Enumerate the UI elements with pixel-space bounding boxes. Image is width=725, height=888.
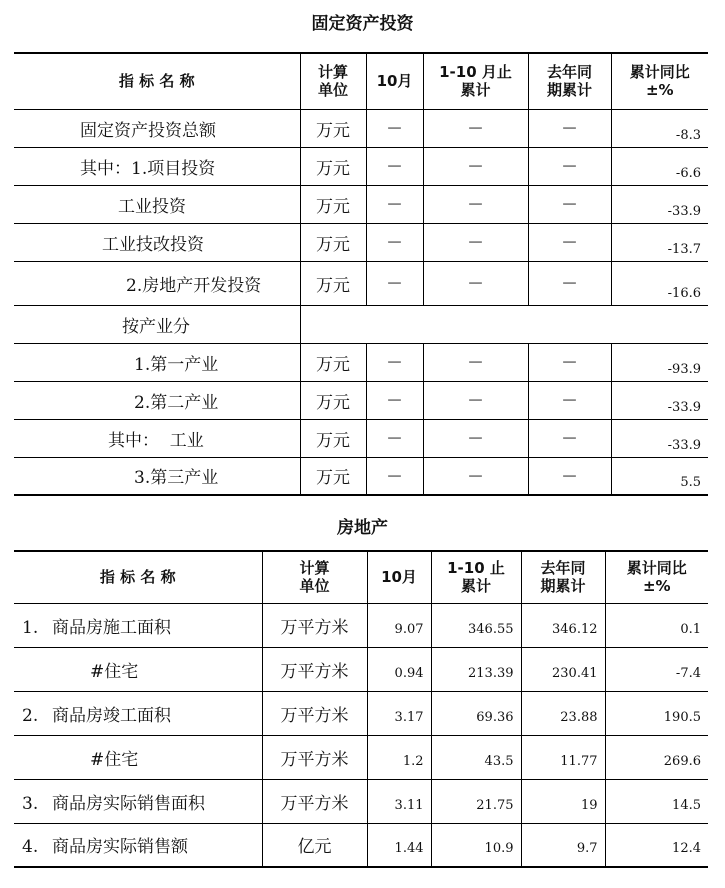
row-month: — — [366, 147, 423, 185]
row-number: 1. — [22, 617, 39, 638]
row-unit: 万平方米 — [262, 603, 367, 647]
row-label: 商品房施工面积 — [52, 617, 171, 638]
row-yoy: -7.4 — [605, 647, 708, 691]
row-last-year: — — [528, 343, 611, 381]
row-last-year: — — [528, 109, 611, 147]
row-unit: 万平方米 — [262, 735, 367, 779]
row-month: — — [366, 261, 423, 305]
row-cumulative: 346.55 — [431, 603, 521, 647]
table-row — [14, 185, 708, 223]
fixed-investment-title: 固定资产投资 — [311, 14, 414, 34]
row-number: 3. — [22, 793, 39, 814]
row-name: 工业投资 — [14, 185, 300, 223]
row-empty-span — [300, 305, 708, 343]
table-row — [14, 381, 708, 419]
row-name — [14, 647, 262, 691]
row-name: 2.第二产业 — [14, 381, 300, 419]
row-month: — — [366, 109, 423, 147]
table-row — [14, 147, 708, 185]
row-unit: 万元 — [300, 419, 366, 457]
row-last-year: 9.7 — [521, 823, 605, 867]
table-row — [14, 305, 708, 343]
table-row — [14, 647, 708, 691]
header-cumulative: 1-10 止 累计 — [431, 551, 521, 603]
row-cumulative: 69.36 — [431, 691, 521, 735]
table-row — [14, 823, 708, 867]
row-last-year: — — [528, 457, 611, 495]
row-label: 商品房实际销售额 — [52, 837, 188, 858]
table-row — [14, 343, 708, 381]
row-cumulative: — — [423, 223, 528, 261]
row-cumulative: — — [423, 457, 528, 495]
header-month: 10月 — [367, 551, 431, 603]
table-header-row — [14, 551, 708, 603]
row-unit: 万元 — [300, 223, 366, 261]
row-cumulative: 213.39 — [431, 647, 521, 691]
row-unit: 万元 — [300, 457, 366, 495]
row-last-year: 346.12 — [521, 603, 605, 647]
table-row — [14, 419, 708, 457]
row-unit: 万元 — [300, 147, 366, 185]
row-label: 商品房实际销售面积 — [52, 793, 205, 814]
row-cumulative: — — [423, 419, 528, 457]
row-yoy: -93.9 — [611, 343, 708, 381]
header-indicator-name: 指 标 名 称 — [14, 551, 262, 603]
row-last-year: 11.77 — [521, 735, 605, 779]
table-row — [14, 779, 708, 823]
row-unit: 万元 — [300, 109, 366, 147]
row-yoy: -13.7 — [611, 223, 708, 261]
row-cumulative: — — [423, 185, 528, 223]
table-header-row — [14, 53, 708, 109]
header-yoy: 累计同比 ±% — [605, 551, 708, 603]
row-name: 其中： 工业 — [14, 419, 300, 457]
real-estate-table — [14, 550, 708, 868]
row-unit: 万元 — [300, 381, 366, 419]
row-name: 2.房地产开发投资 — [14, 261, 300, 305]
row-month: — — [366, 343, 423, 381]
row-month: — — [366, 381, 423, 419]
row-cumulative: — — [423, 381, 528, 419]
row-name: 按产业分 — [14, 305, 300, 343]
row-name — [14, 691, 262, 735]
row-cumulative: — — [423, 109, 528, 147]
row-yoy: 0.1 — [605, 603, 708, 647]
row-month: 3.11 — [367, 779, 431, 823]
row-last-year: — — [528, 381, 611, 419]
row-name — [14, 603, 262, 647]
row-yoy: 14.5 — [605, 779, 708, 823]
row-unit: 亿元 — [262, 823, 367, 867]
row-last-year: — — [528, 419, 611, 457]
row-name: 其中：1.项目投资 — [14, 147, 300, 185]
row-yoy: -6.6 — [611, 147, 708, 185]
row-name: 工业技改投资 — [14, 223, 300, 261]
row-last-year: — — [528, 223, 611, 261]
fixed-investment-table — [14, 52, 708, 496]
header-month: 10月 — [366, 53, 423, 109]
row-cumulative: 10.9 — [431, 823, 521, 867]
row-last-year: 23.88 — [521, 691, 605, 735]
row-month: — — [366, 185, 423, 223]
row-unit: 万平方米 — [262, 779, 367, 823]
table-row — [14, 261, 708, 305]
row-month: — — [366, 223, 423, 261]
row-cumulative: — — [423, 147, 528, 185]
row-name — [14, 823, 262, 867]
header-indicator-name: 指 标 名 称 — [14, 53, 300, 109]
row-cumulative: — — [423, 343, 528, 381]
row-number: 2. — [22, 705, 39, 726]
row-label: #住宅 — [90, 661, 139, 682]
table-row — [14, 223, 708, 261]
header-cumulative: 1-10 月止 累计 — [423, 53, 528, 109]
row-last-year: — — [528, 185, 611, 223]
row-yoy: 12.4 — [605, 823, 708, 867]
row-name — [14, 779, 262, 823]
row-label: #住宅 — [90, 749, 139, 770]
table-row — [14, 603, 708, 647]
row-month: 9.07 — [367, 603, 431, 647]
row-unit: 万平方米 — [262, 647, 367, 691]
header-last-year: 去年同 期累计 — [528, 53, 611, 109]
row-number: 4. — [22, 837, 39, 858]
table-row — [14, 735, 708, 779]
table-row — [14, 691, 708, 735]
row-month: 1.44 — [367, 823, 431, 867]
row-yoy: 190.5 — [605, 691, 708, 735]
header-unit: 计算 单位 — [262, 551, 367, 603]
row-label: 商品房竣工面积 — [52, 705, 171, 726]
row-name: 3.第三产业 — [14, 457, 300, 495]
row-month: 0.94 — [367, 647, 431, 691]
row-last-year: — — [528, 147, 611, 185]
row-unit: 万元 — [300, 343, 366, 381]
row-unit: 万平方米 — [262, 691, 367, 735]
row-yoy: -8.3 — [611, 109, 708, 147]
row-name: 固定资产投资总额 — [14, 109, 300, 147]
header-last-year: 去年同 期累计 — [521, 551, 605, 603]
header-yoy: 累计同比 ±% — [611, 53, 708, 109]
row-month: 3.17 — [367, 691, 431, 735]
row-yoy: 5.5 — [611, 457, 708, 495]
row-month: — — [366, 457, 423, 495]
row-last-year: 19 — [521, 779, 605, 823]
row-unit: 万元 — [300, 185, 366, 223]
row-name — [14, 735, 262, 779]
row-last-year: — — [528, 261, 611, 305]
row-yoy: -33.9 — [611, 381, 708, 419]
row-yoy: 269.6 — [605, 735, 708, 779]
table-row — [14, 109, 708, 147]
row-name: 1.第一产业 — [14, 343, 300, 381]
header-unit: 计算 单位 — [300, 53, 366, 109]
row-yoy: -16.6 — [611, 261, 708, 305]
row-cumulative: 21.75 — [431, 779, 521, 823]
real-estate-title: 房地产 — [337, 518, 388, 538]
row-unit: 万元 — [300, 261, 366, 305]
row-yoy: -33.9 — [611, 419, 708, 457]
row-yoy: -33.9 — [611, 185, 708, 223]
row-month: 1.2 — [367, 735, 431, 779]
row-month: — — [366, 419, 423, 457]
row-last-year: 230.41 — [521, 647, 605, 691]
row-cumulative: — — [423, 261, 528, 305]
table-row — [14, 457, 708, 495]
row-cumulative: 43.5 — [431, 735, 521, 779]
